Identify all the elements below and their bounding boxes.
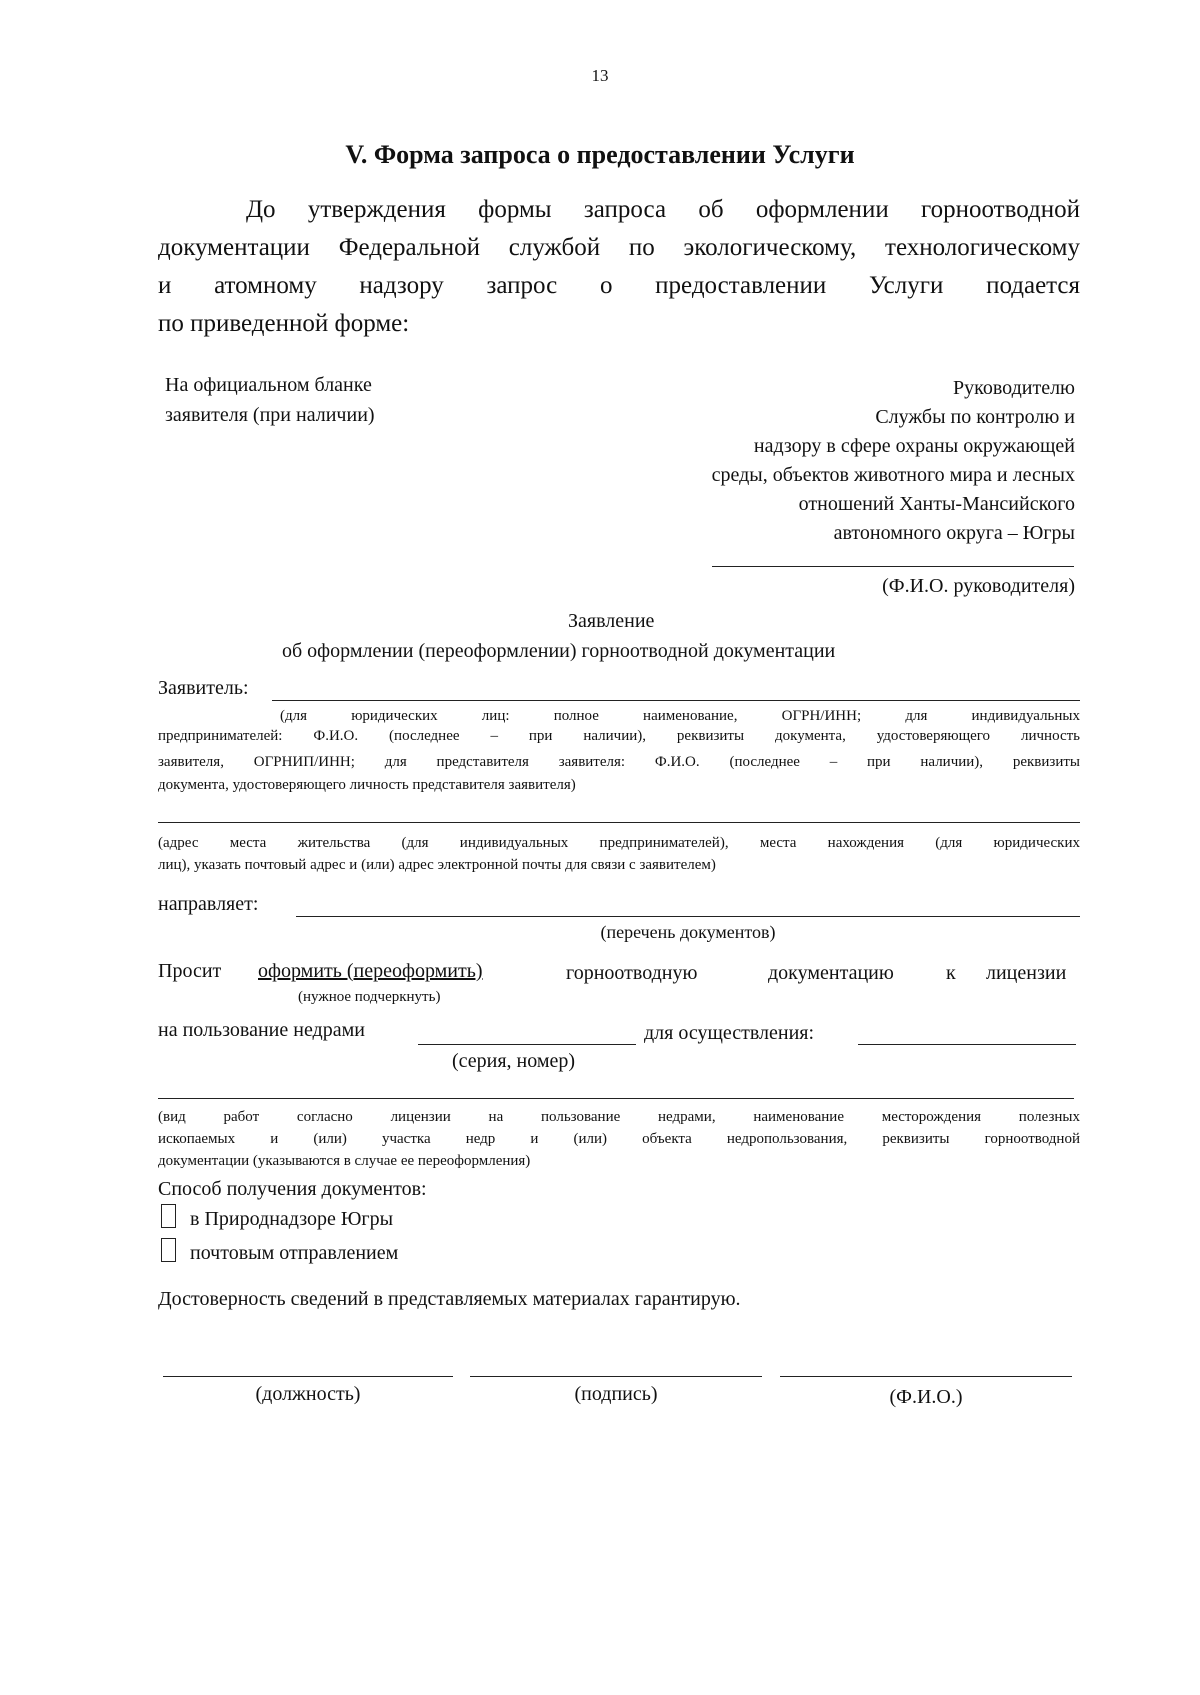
applicant-hint-line-2: предпринимателей: Ф.И.О. (последнее – при наличии), реквизиты документа, удостоверяющего личность	[158, 728, 1080, 744]
fio-signature-line[interactable]	[780, 1376, 1072, 1377]
guarantee-text: Достоверность сведений в представляемых материалах гарантирую.	[158, 1288, 741, 1310]
intro-line-1: До утверждения формы запроса об оформлении горноотводной	[246, 196, 1080, 223]
request-word-4: документацию	[768, 962, 894, 984]
applicant-hint-line-1: (для юридических лиц: полное наименование, ОГРН/ИНН; для индивидуальных	[280, 708, 1080, 724]
applicant-input-line[interactable]	[272, 700, 1080, 701]
statement-title: Заявление	[568, 610, 655, 632]
address-hint-line-1: (адрес места жительства (для индивидуальных предпринимателей), места нахождения (для юридических	[158, 835, 1080, 851]
addressee-line-4: среды, объектов животного мира и лесных	[711, 464, 1075, 486]
addressee-line-2: Службы по контролю и	[875, 406, 1075, 428]
works-hint-line-1: (вид работ согласно лицензии на пользование недрами, наименование месторождения полезных	[158, 1109, 1080, 1125]
page-title: V. Форма запроса о предоставлении Услуги	[345, 140, 855, 169]
sends-label: направляет:	[158, 893, 259, 915]
statement-subtitle: об оформлении (переоформлении) горноотводной документации	[282, 640, 836, 662]
blank-note-line-2: заявителя (при наличии)	[165, 404, 375, 426]
delivery-label: Способ получения документов:	[158, 1178, 427, 1200]
intro-line-3: и атомному надзору запрос о предоставлении Услуги подается	[158, 272, 1080, 299]
applicant-hint-line-4: документа, удостоверяющего личность представителя заявителя)	[158, 777, 576, 793]
addressee-line-6: автономного округа – Югры	[833, 522, 1075, 544]
request-options-underlined: оформить (переоформить)	[258, 960, 483, 982]
addressee-line-5: отношений Ханты-Мансийского	[798, 493, 1075, 515]
works-input-line[interactable]	[158, 1098, 1074, 1099]
license-input-line[interactable]	[418, 1044, 636, 1045]
request-word-3: горноотводную	[566, 962, 698, 984]
documents-hint: (перечень документов)	[600, 922, 776, 942]
documents-input-line[interactable]	[296, 916, 1080, 917]
applicant-label: Заявитель:	[158, 677, 249, 699]
request-word-6: лицензии	[986, 962, 1067, 984]
fio-caption: (Ф.И.О. руководителя)	[882, 575, 1075, 597]
signature-line[interactable]	[470, 1376, 762, 1377]
request-word-5: к	[946, 962, 956, 984]
delivery-option-office-checkbox[interactable]	[161, 1204, 176, 1228]
request-word-1: Просит	[158, 960, 222, 982]
page-number: 13	[591, 66, 609, 85]
addressee-line-3: надзору в сфере охраны окружающей	[753, 435, 1075, 457]
delivery-option-post-label: почтовым отправлением	[190, 1242, 399, 1264]
works-hint-line-3: документации (указываются в случае ее переоформления)	[158, 1153, 531, 1169]
delivery-option-post-checkbox[interactable]	[161, 1238, 176, 1262]
blank-note-line-1: На официальном бланке	[165, 374, 372, 396]
license-label: на пользование недрами	[158, 1019, 365, 1041]
purpose-input-line[interactable]	[858, 1044, 1076, 1045]
purpose-label: для осуществления:	[644, 1022, 815, 1044]
works-hint-line-2: ископаемых и (или) участка недр и (или) объекта недропользования, реквизиты горноотводной	[158, 1131, 1080, 1147]
delivery-option-office-label: в Природнадзоре Югры	[190, 1208, 394, 1230]
fio-line[interactable]	[712, 566, 1074, 567]
addressee-line-1: Руководителю	[953, 377, 1075, 399]
address-input-line[interactable]	[158, 822, 1080, 823]
position-caption: (должность)	[255, 1383, 361, 1405]
underline-hint: (нужное подчеркнуть)	[298, 989, 441, 1005]
intro-line-2: документации Федеральной службой по экологическому, технологическому	[158, 234, 1080, 261]
intro-line-4: по приведенной форме:	[158, 310, 410, 337]
signature-caption: (подпись)	[574, 1383, 658, 1405]
position-line[interactable]	[163, 1376, 453, 1377]
license-hint: (серия, номер)	[452, 1050, 576, 1072]
address-hint-line-2: лиц), указать почтовый адрес и (или) адрес электронной почты для связи с заявителем)	[158, 857, 716, 873]
fio-signature-caption: (Ф.И.О.)	[889, 1386, 963, 1408]
applicant-hint-line-3: заявителя, ОГРНИП/ИНН; для представителя заявителя: Ф.И.О. (последнее – при наличии), реквизиты	[158, 754, 1080, 770]
